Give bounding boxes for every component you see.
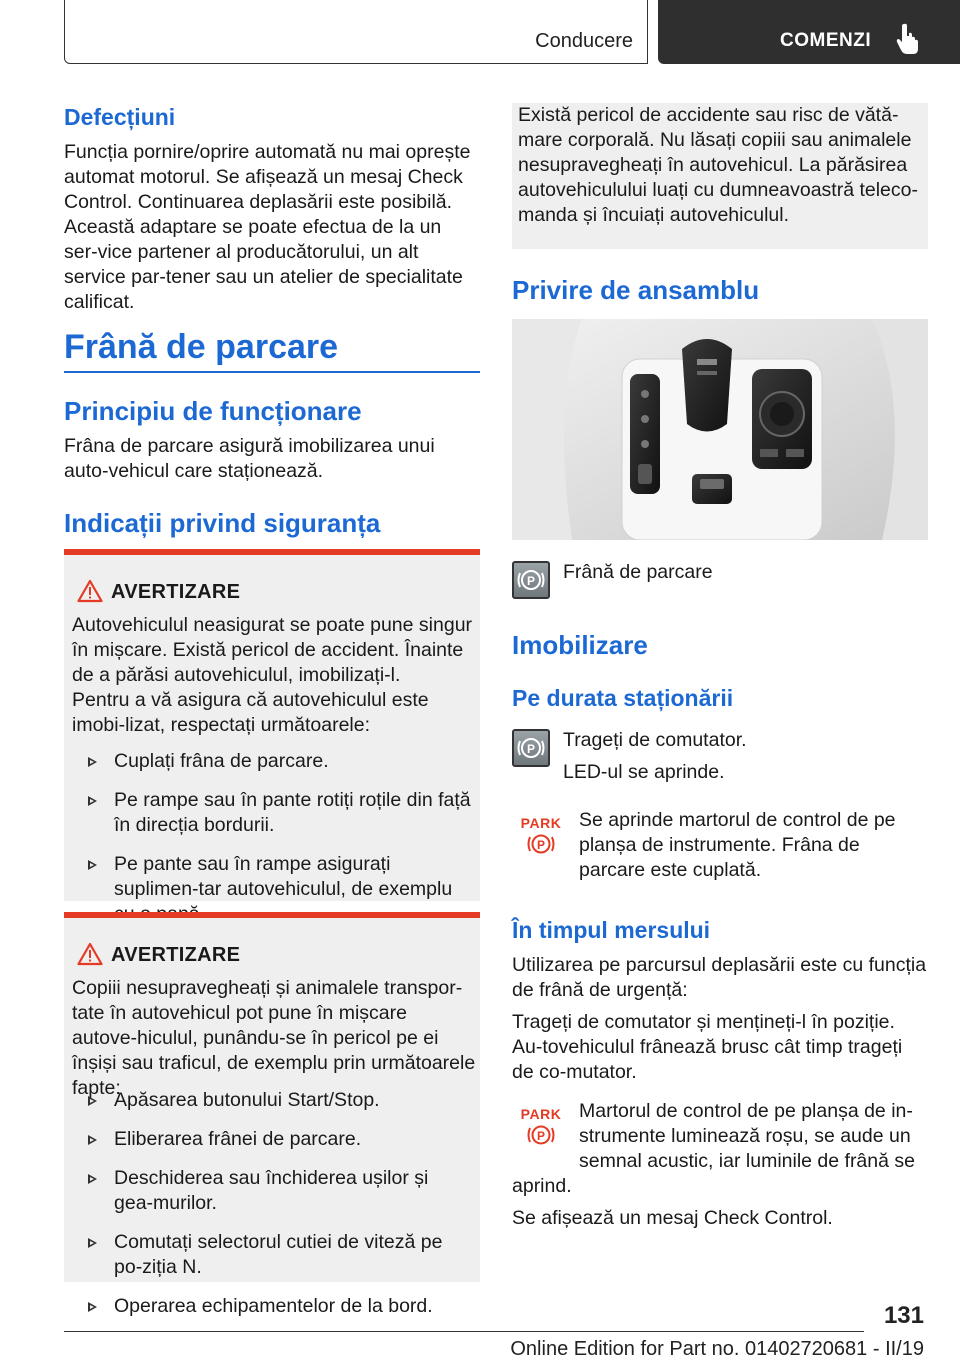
photo-caption: Frână de parcare: [563, 561, 713, 583]
frana-heading: Frână de parcare: [64, 328, 339, 366]
warning-box-2: [64, 912, 480, 1317]
console-illustration: [512, 319, 928, 540]
durata-park-text: Se aprinde martorul de control de pe planșa de instrumente. Frâna de parcare este cuplată.: [579, 809, 896, 881]
list-item: Eliberarea frânei de parcare.: [72, 1127, 472, 1152]
list-item: Cuplați frâna de parcare.: [72, 749, 472, 774]
park-indicator-icon: [519, 815, 563, 859]
warning-text: Pentru a vă asigura că autovehiculul este imobi-lizat, respectați următoarele:: [72, 689, 429, 736]
mers-text-3: Se afișează un mesaj Check Control.: [512, 1207, 833, 1229]
pointing-hand-icon: [894, 22, 924, 56]
privire-heading: Privire de ansamblu: [512, 275, 760, 305]
defectiuni-heading: Defecțiuni: [64, 104, 176, 130]
header-section-label: Conducere: [535, 30, 633, 52]
warning-box-1: [64, 549, 480, 901]
mers-park-text: Martorul de control de pe planșa de in-strumente luminează roșu, se aude un semnal acustic, iar luminile de frână se: [579, 1100, 915, 1172]
warning-text: Autovehiculul neasigurat se poate pune singur în mișcare. Există pericol de accident. Înainte de a părăsi autovehiculul, imobilizați-l.: [72, 614, 473, 686]
warning-triangle-icon: [77, 579, 103, 603]
parking-brake-switch-icon: [512, 729, 550, 767]
svg-text:P: P: [536, 1129, 546, 1143]
center-console-photo: [512, 319, 928, 540]
list-item: Pe pante sau în rampe asigurați suplimen-tar autovehiculul, de exemplu: [72, 852, 472, 927]
indicatii-heading: Indicații privind siguranța: [64, 508, 381, 538]
park-indicator-icon: [519, 1106, 563, 1150]
header-chapter-label: COMENZI: [780, 30, 872, 51]
principiu-text: Frâna de parcare asigură imobilizarea unui auto-vehicul care staționează.: [64, 435, 435, 482]
footer-divider: [64, 1331, 864, 1332]
mers-heading: În timpul mersului: [512, 917, 711, 943]
warning-title: AVERTIZARE: [111, 581, 241, 603]
warning-triangle-icon: [77, 942, 103, 966]
parking-brake-switch-icon: [512, 561, 550, 599]
warning-title: AVERTIZARE: [111, 944, 241, 966]
imobilizare-heading: Imobilizare: [512, 630, 648, 660]
warning-continuation-text: Există pericol de accidente sau risc de vătă-mare corporală. Nu lăsați copiii sau animalele nesupravegheați în autovehicul. La părăsirea autovehiculului luați cu dumneavoastră teleco-manda și încuiați autovehiculul.: [518, 104, 918, 226]
park-indicator-label: PARK: [520, 1106, 562, 1122]
mers-text-1: Utilizarea pe parcursul deplasării este cu funcția de frână de urgență:: [512, 954, 927, 1001]
footer-edition: Online Edition for Part no. 01402720681 - II/19: [510, 1338, 924, 1360]
list-item: Pe rampe sau în pante rotiți roțile din față în direcția bordurii.: [72, 788, 472, 838]
warning-text: Copiii nesupravegheați și animalele transpor-tate în autovehicul pot pune în mișcare autove-hiculul, punându-se în pericol pe ei înșiși sau traficul, de exemplu prin următoarele fapte:: [72, 977, 476, 1099]
header-chapter-tab: [658, 0, 960, 64]
durata-step-1: Trageți de comutator.: [563, 729, 747, 751]
warning-list: [72, 1088, 472, 1333]
mers-text-2: Trageți de comutator și mențineți-l în poziție. Au-tovehiculul frânează brusc cât timp trageți de co-mutator.: [512, 1011, 903, 1083]
mers-park-text-end: aprind.: [512, 1175, 572, 1197]
warning-continuation-box: [512, 103, 928, 249]
heading-underline: [64, 371, 480, 373]
list-item: Apăsarea butonului Start/Stop.: [72, 1088, 472, 1113]
park-indicator-label: PARK: [520, 815, 562, 831]
svg-text:P: P: [526, 574, 536, 588]
svg-text:P: P: [526, 742, 536, 756]
page-number: 131: [883, 1302, 924, 1329]
list-item: Operarea echipamentelor de la bord.: [72, 1294, 472, 1319]
defectiuni-text: Funcția pornire/oprire automată nu mai oprește automat motorul. Se afișează un mesaj Check Control. Continuarea deplasării este posibilă. Această adaptare se poate efectua de la un ser-vice partener al producătorului, un alt service par-tener sau un atelier de specialitate calificat.: [64, 141, 471, 313]
principiu-heading: Principiu de funcționare: [64, 396, 362, 426]
svg-text:P: P: [536, 838, 546, 852]
list-item: Comutați selectorul cutiei de viteză pe po-ziția N.: [72, 1230, 472, 1280]
durata-heading: Pe durata staționării: [512, 685, 734, 711]
list-item: Deschiderea sau închiderea ușilor și gea-murilor.: [72, 1166, 472, 1216]
header-section-tab: [64, 0, 648, 64]
durata-step-2: LED-ul se aprinde.: [563, 761, 725, 783]
